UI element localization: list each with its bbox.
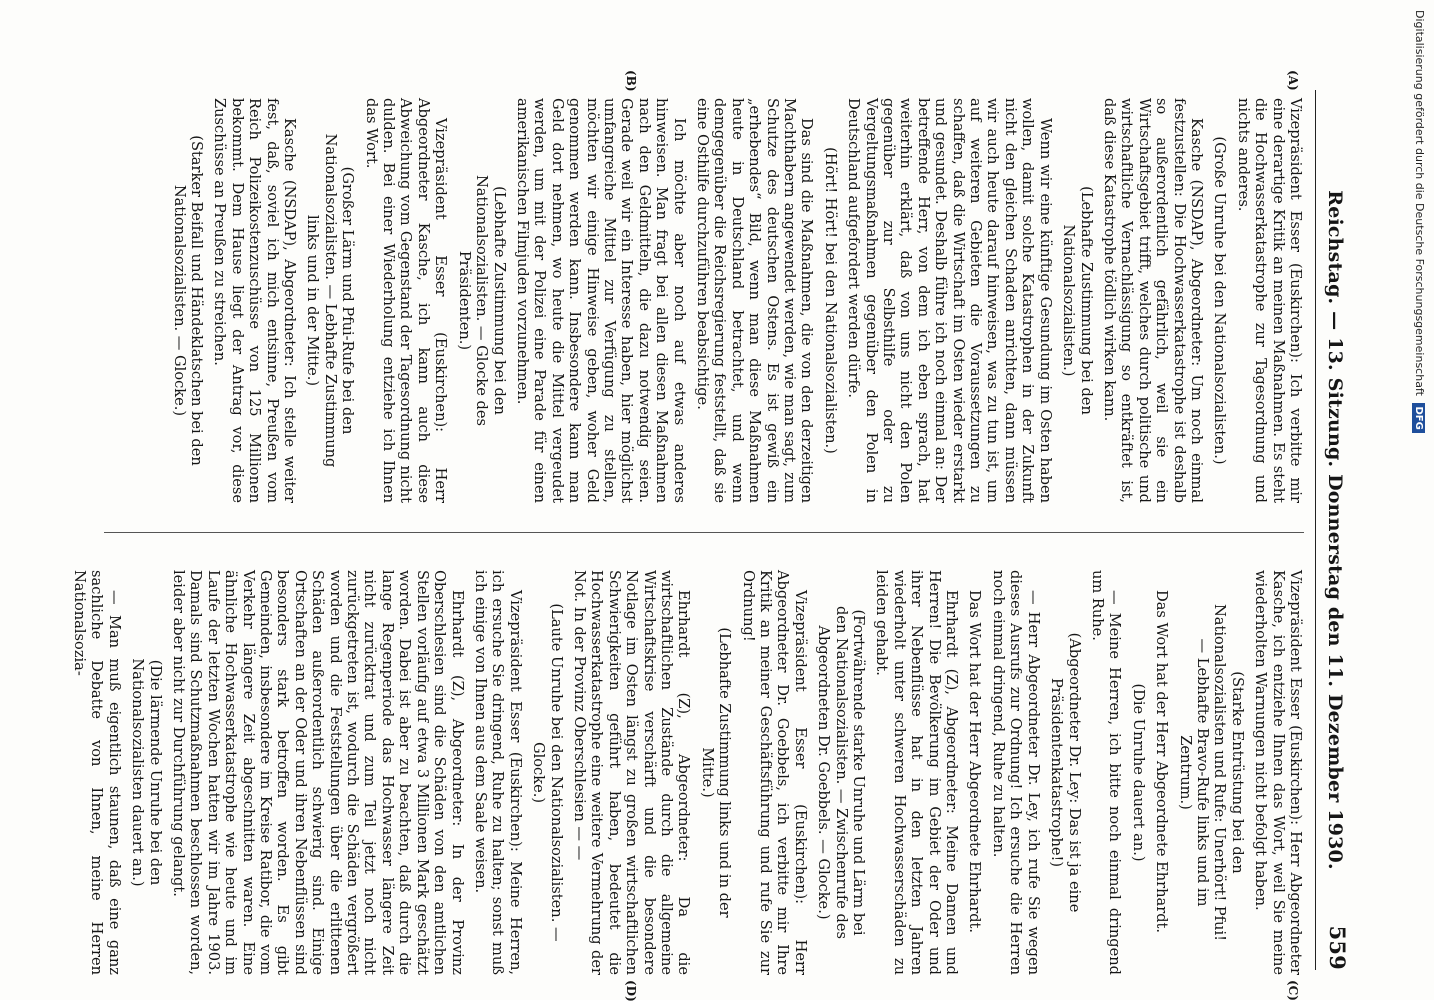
paragraph: Ich möchte aber noch auf etwas anderes hinweisen. Man fragt bei allen diesen Maßnahmen nach den Geldmitteln, die dazu notwendig seien. Gerade weil wir ein Interesse haben, hier möglichst umfangreiche Mittel zur Verfügung zu stellen, möchten wir einige Hinweise geben, woher Geld genommen werden kann. Insbesondere kann man Geld dort nehmen, wo heute die Mittel vergeudet werden, um mit der Polizei eine Parade für einen amerikanischen Filmjuden vorzunehmen. [513, 98, 688, 503]
interjection: (Große Unruhe bei den Nationalsozialisten.) [1211, 136, 1229, 465]
dfg-logo: DFG [1412, 403, 1425, 432]
right-column [65, 570, 1304, 975]
margin-marker-b: (B) [624, 70, 638, 92]
paragraph: Ehrhardt (Z), Abgeordneter: Da die wirtschaftlichen Zustände durch die allgemeine Wirtschaftskrise verschärft und die besondere Notlage im Osten längst zu großen wirtschaftlichen Schwierigkeiten geführt haben, bedeutet die Hochwasserkatastrophe eine weitere Vermehrung der Not. In der Provinz Oberschlesien — — [570, 570, 693, 975]
column-divider [104, 532, 1304, 533]
attribution-text: Digitalisierung gefördert durch die Deutsche Forschungsgemeinschaft [1413, 10, 1426, 396]
paragraph: Wenn wir eine künftige Gesundung im Osten haben wollen, damit solche Katastrophen in der Zukunft nicht den gleichen Schaden anrichten, dann müssen wir auch heute darauf hinweisen, was zu tun ist, um auf weiteren Gebieten die Voraussetzungen zu schaffen, daß die Wirtschaft im Osten wieder erstarkt und gesundet. Deshalb führe ich noch einmal an: Der betreffende Herr, von dem ich eben sprach, hat weiterhin erklärt, daß von uns nicht den Polen gegenüber zur Selbsthilfe oder zu Vergeltungsmaßnahmen gegenüber den Polen in Deutschland aufgefordert werden dürfe. [845, 98, 1054, 503]
paragraph: Vizepräsident Esser (Euskirchen): Herr Abgeordneter Kasche, ich kann auch diese Abweichung vom Gegenstand der Tagesordnung nicht dulden. Bei einer Wiederholung entziehe ich Ihnen das Wort. [362, 98, 450, 503]
paragraph: Das sind die Maßnahmen, die von den derzeitigen Machthabern angewendet werden, wie man sagt, zum Schutze des deutschen Ostens. Es ist gewiß ein „erhebendes“ Bild, wenn man diese Maßnahmen heute in Deutschland betrachtet, und wenn demgegenüber die Reichsregierung feststellt, daß sie eine Osthilfe durchzuführen beabsichtige. [694, 98, 816, 503]
attribution-sidebar [1412, 10, 1426, 433]
interjection: (Hört! Hört! bei den Nationalsozialisten.) [821, 147, 839, 454]
paragraph: — Man muß eigentlich staunen, daß eine ganz sachliche Debatte von Ihnen, meine Herren Nationalsozia- [71, 570, 123, 975]
interjection: (Laute Unruhe bei den Nationalsozialisten. — Glocke.) [530, 603, 565, 942]
margin-marker-d: (D) [624, 980, 638, 1002]
paragraph: — Meine Herren, ich bitte noch einmal dringend um Ruhe. [1088, 570, 1124, 975]
paragraph: — Herr Abgeordneter Dr. Ley, ich rufe Sie wegen dieses Ausrufs zur Ordnung! Ich ersuche die Herren noch einmal dringend, Ruhe zu halten. [989, 570, 1042, 975]
paragraph: Kasche (NSDAP), Abgeordneter: Um noch einmal festzustellen: Die Hochwasserkatastrophe ist deshalb so außerordentlich gefährlich, weil sie ein Wirtschaftsgebiet trifft, welches durch politische und wirtschaftliche Vernachlässigung so entkräftet ist, daß diese Katastrophe tödlich wirken kann. [1100, 98, 1205, 503]
interjection: (Abgeordneter Dr. Ley: Das ist ja eine Präsidentenkatastrophe!) [1048, 632, 1083, 913]
page-header [1315, 90, 1350, 970]
paragraph: Vizepräsident Esser (Euskirchen): Meine Herren, ich ersuche Sie dringend, Ruhe zu halten; sonst muß ich einige von Ihnen aus dem Saale weisen. [471, 570, 524, 975]
paragraph: Das Wort hat der Herr Abgeordnete Ehrhardt. [966, 590, 984, 934]
paragraph: Vizepräsident Esser (Euskirchen): Herr Abgeordneter Kasche, ich entziehe Ihnen das Wort, weil Sie meine wiederholten Warnungen nicht befolgt haben. [1252, 570, 1304, 975]
interjection: (Lebhafte Zustimmung bei den Nationalsozialisten.) [1060, 186, 1095, 415]
interjection: (Großer Lärm und Pfui-Rufe bei den Nationalsozialisten. — Lebhafte Zustimmung links und in der Mitte.) [304, 133, 357, 468]
header-title: Reichstag. — 13. Sitzung. Donnerstag den 11. Dezember 1930. [1324, 190, 1346, 870]
paragraph: Vizepräsident Esser (Euskirchen): Ich verbitte mir eine derartige Kritik an meinen Maßnahmen. Es steht die Hochwasserkatastrophe zur Tagesordnung und nichts anderes. [1234, 98, 1304, 503]
interjection: (Fortwährende starke Unruhe und Lärm bei den Nationalsozialisten. — Zwischenrufe des Abgeordneten Dr. Goebbels. — Glocke.) [815, 605, 868, 940]
interjection: (Starke Entrüstung bei den Nationalsozialisten und Rufe: Unerhört! Pfui! — Lebhafte Bravo-Rufe links und im Zentrum.) [1176, 603, 1246, 941]
paragraph: Das Wort hat der Herr Abgeordnete Ehrhardt. [1153, 590, 1171, 934]
margin-marker-c: (C) [1286, 980, 1300, 1001]
paragraph: Ehrhardt (Z), Abgeordneter: In der Provinz Oberschlesien sind die Schäden von den amtlichen Stellen vorläufig auf etwa 3 Millionen Mark geschätzt worden. Dabei ist aber zu beachten, daß durch die lange Regenperiode das Hochwasser längere Zeit nicht zurücktrat und zum Teil jetzt noch nicht zurückgetreten ist, wodurch die Schäden vergrößert worden und die Feststellungen über die erlittenen Schäden außerordentlich schwierig sind. Einige Ortschaften an der Oder und ihren Nebenflüssen sind besonders stark betroffen worden. Es gibt Gemeinden, insbesondere im Kreise Ratibor, die vom Verkehr längere Zeit abgeschnitten waren. Eine ähnliche Hochwasserkatastrophe wie heute und im Laufe der letzten Wochen hatten wir im Jahre 1903. Damals sind Schutzmaßnahmen beschlossen worden, leider aber nicht zur Durchführung gelangt. [170, 570, 466, 975]
interjection: (Lebhafte Zustimmung bei den Nationalsozialisten. — Glocke des Präsidenten.) [455, 175, 508, 426]
paragraph: Ehrhardt (Z), Abgeordneter: Meine Damen und Herren! Die Bevölkerung im Gebiet der Oder und ihrer Nebenflüsse hat in den letzten Jahren wiederholt unter schweren Hochwasserschäden zu leiden gehabt. [873, 570, 961, 975]
margin-marker-a: (A) [1286, 70, 1300, 91]
interjection: (Die Unruhe dauert an.) [1129, 683, 1147, 862]
page-number: 559 [1325, 925, 1350, 970]
interjection: (Lebhafte Zustimmung links und in der Mitte.) [698, 627, 734, 918]
interjection: (Die lärmende Unruhe bei den Nationalsozialisten dauert an.) [129, 658, 164, 887]
left-column [164, 98, 1304, 503]
interjection: (Starker Beifall und Händeklatschen bei den Nationalsozialisten. — Glocke.) [170, 135, 206, 466]
paragraph: Kasche (NSDAP), Abgeordneter: Ich stelle weiter fest, daß, soviel ich mich entsinne, Preußen vom Reich Polizeikostenzuschüsse von 125 Millionen bekommt. Dem Hause liegt der Antrag vor, diese Zuschüsse an Preußen zu streichen. [211, 98, 299, 503]
paragraph: Vizepräsident Esser (Euskirchen): Herr Abgeordneter Dr. Goebbels, ich verbitte mir Ihre Kritik an meiner Geschäftsführung und rufe Sie zur Ordnung! [739, 570, 809, 975]
